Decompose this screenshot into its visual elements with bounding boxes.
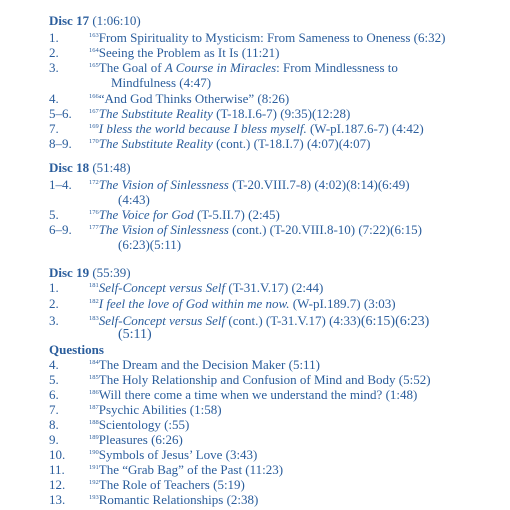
question-number: 11. bbox=[49, 462, 65, 477]
question-text: Will there come a time when we understand the mind? (1:48) bbox=[98, 387, 418, 402]
question-text: Psychic Abilities (1:58) bbox=[98, 402, 222, 417]
track-text-italic: I feel the love of God within me now. bbox=[98, 296, 290, 311]
footnote-ref: 186 bbox=[89, 389, 99, 396]
footnote-ref: 184 bbox=[89, 359, 99, 366]
track-number: 6–9. bbox=[49, 222, 72, 237]
question-text: The Holy Relationship and Confusion of Mind and Body (5:52) bbox=[98, 372, 431, 387]
question-title bbox=[89, 387, 417, 402]
question-text: Symbols of Jesus’ Love (3:43) bbox=[98, 447, 258, 462]
question-title bbox=[89, 492, 258, 507]
question-text: The Role of Teachers (5:19) bbox=[98, 477, 245, 492]
track-text: (T-18.I.6-7) (9:35)(12:28) bbox=[212, 106, 351, 121]
footnote-ref: 169 bbox=[89, 123, 99, 130]
footnote-ref: 188 bbox=[89, 419, 99, 426]
track-number: 7. bbox=[49, 121, 59, 136]
footnote-ref: 177 bbox=[89, 224, 99, 231]
footnote-ref: 191 bbox=[89, 464, 99, 471]
footnote-ref: 176 bbox=[89, 209, 99, 216]
track-continuation: (5:11) bbox=[118, 327, 152, 342]
track-text: (T-20.VIII.7-8) (4:02)(8:14)(6:49) bbox=[228, 177, 410, 192]
footnote-ref: 183 bbox=[89, 315, 99, 322]
footnote-ref: 166 bbox=[89, 93, 99, 100]
track-text-large: (6:15)(6:23) bbox=[360, 314, 430, 329]
track-text-italic: A Course in Miracles bbox=[164, 60, 277, 75]
disc-label: Disc 19 bbox=[49, 265, 90, 280]
question-number: 6. bbox=[49, 387, 59, 402]
footnote-ref: 190 bbox=[89, 449, 99, 456]
question-number: 4. bbox=[49, 357, 59, 372]
track-number: 3. bbox=[49, 60, 59, 75]
question-text: Romantic Relationships (2:38) bbox=[98, 492, 259, 507]
track-text-italic: The Substitute Reality bbox=[98, 106, 213, 121]
footnote-ref: 182 bbox=[89, 298, 99, 305]
footnote-ref: 185 bbox=[89, 374, 99, 381]
disc-17-heading bbox=[49, 13, 141, 28]
track-title bbox=[89, 30, 445, 45]
track-text: (cont.) (T-20.VIII.8-10) (7:22)(6:15) bbox=[228, 222, 422, 237]
track-title bbox=[89, 91, 289, 106]
track-number: 8–9. bbox=[49, 136, 72, 151]
track-text: (T-5.II.7) (2:45) bbox=[193, 207, 280, 222]
disc-label: Disc 18 bbox=[49, 160, 90, 175]
question-number: 13. bbox=[49, 492, 66, 507]
track-text-italic: I bless the world because I bless myself. bbox=[98, 121, 307, 136]
questions-heading: Questions bbox=[49, 342, 104, 357]
footnote-ref: 163 bbox=[89, 32, 99, 39]
track-number: 5. bbox=[49, 207, 59, 222]
disc-duration: (55:39) bbox=[92, 265, 131, 280]
track-title bbox=[89, 136, 371, 151]
question-title bbox=[89, 372, 431, 387]
track-text-italic: The Vision of Sinlessness bbox=[98, 177, 229, 192]
track-text-italic: The Voice for God bbox=[98, 207, 194, 222]
question-text: Scientology (:55) bbox=[98, 417, 190, 432]
track-number: 3. bbox=[49, 313, 59, 328]
track-continuation: (4:43) bbox=[118, 192, 150, 207]
track-title bbox=[89, 280, 323, 295]
track-title bbox=[89, 121, 424, 136]
track-text: (T-31.V.17) (2:44) bbox=[225, 280, 324, 295]
footnote-ref: 187 bbox=[89, 404, 99, 411]
track-title bbox=[89, 207, 280, 222]
track-text: From Spirituality to Mysticism: From Sameness to Oneness (6:32) bbox=[98, 30, 446, 45]
track-text: Seeing the Problem as It Is (11:21) bbox=[98, 45, 280, 60]
question-text: The “Grab Bag” of the Past (11:23) bbox=[98, 462, 284, 477]
disc-19-heading bbox=[49, 265, 131, 280]
track-text-italic: Self-Concept versus Self bbox=[98, 280, 226, 295]
footnote-ref: 170 bbox=[89, 138, 99, 145]
track-text-italic: Self-Concept versus Self bbox=[98, 313, 226, 328]
track-continuation: Mindfulness (4:47) bbox=[111, 75, 212, 90]
track-text: (cont.) (T-31.V.17) (4:33) bbox=[225, 313, 361, 328]
track-text: The Goal of bbox=[98, 60, 165, 75]
track-title bbox=[89, 60, 398, 75]
disc-label: Disc 17 bbox=[49, 13, 90, 28]
question-number: 10. bbox=[49, 447, 66, 462]
track-continuation: (6:23)(5:11) bbox=[118, 237, 182, 252]
question-number: 12. bbox=[49, 477, 66, 492]
track-number: 1. bbox=[49, 280, 59, 295]
footnote-ref: 172 bbox=[89, 179, 99, 186]
track-text-italic: The Substitute Reality bbox=[98, 136, 213, 151]
footnote-ref: 181 bbox=[89, 282, 99, 289]
question-title bbox=[89, 432, 183, 447]
footnote-ref: 193 bbox=[89, 494, 99, 501]
footnote-ref: 165 bbox=[89, 62, 99, 69]
track-title bbox=[89, 45, 280, 60]
track-number: 1–4. bbox=[49, 177, 72, 192]
question-text: The Dream and the Decision Maker (5:11) bbox=[98, 357, 320, 372]
track-title bbox=[89, 106, 350, 121]
track-text: “And God Thinks Otherwise” (8:26) bbox=[98, 91, 290, 106]
question-text: Pleasures (6:26) bbox=[98, 432, 183, 447]
disc-duration: (51:48) bbox=[92, 160, 131, 175]
track-number: 4. bbox=[49, 91, 59, 106]
track-number: 2. bbox=[49, 45, 59, 60]
footnote-ref: 192 bbox=[89, 479, 99, 486]
question-title bbox=[89, 462, 283, 477]
question-number: 7. bbox=[49, 402, 59, 417]
track-text: : From Mindlessness to bbox=[276, 60, 398, 75]
track-text-italic: The Vision of Sinlessness bbox=[98, 222, 229, 237]
track-title bbox=[89, 177, 410, 192]
question-title bbox=[89, 417, 189, 432]
track-text: (cont.) (T-18.I.7) (4:07)(4:07) bbox=[212, 136, 371, 151]
track-number: 5–6. bbox=[49, 106, 72, 121]
question-title bbox=[89, 477, 245, 492]
footnote-ref: 167 bbox=[89, 108, 99, 115]
footnote-ref: 164 bbox=[89, 47, 99, 54]
track-title bbox=[89, 296, 396, 311]
question-number: 8. bbox=[49, 417, 59, 432]
track-number: 1. bbox=[49, 30, 59, 45]
disc-duration: (1:06:10) bbox=[92, 13, 141, 28]
track-text: (W-pI.189.7) (3:03) bbox=[289, 296, 396, 311]
question-number: 5. bbox=[49, 372, 59, 387]
track-number: 2. bbox=[49, 296, 59, 311]
footnote-ref: 189 bbox=[89, 434, 99, 441]
question-title bbox=[89, 447, 257, 462]
track-text: (W-pI.187.6-7) (4:42) bbox=[306, 121, 424, 136]
disc-18-heading bbox=[49, 160, 131, 175]
question-title bbox=[89, 402, 222, 417]
track-title bbox=[89, 222, 422, 237]
question-number: 9. bbox=[49, 432, 59, 447]
question-title bbox=[89, 357, 320, 372]
